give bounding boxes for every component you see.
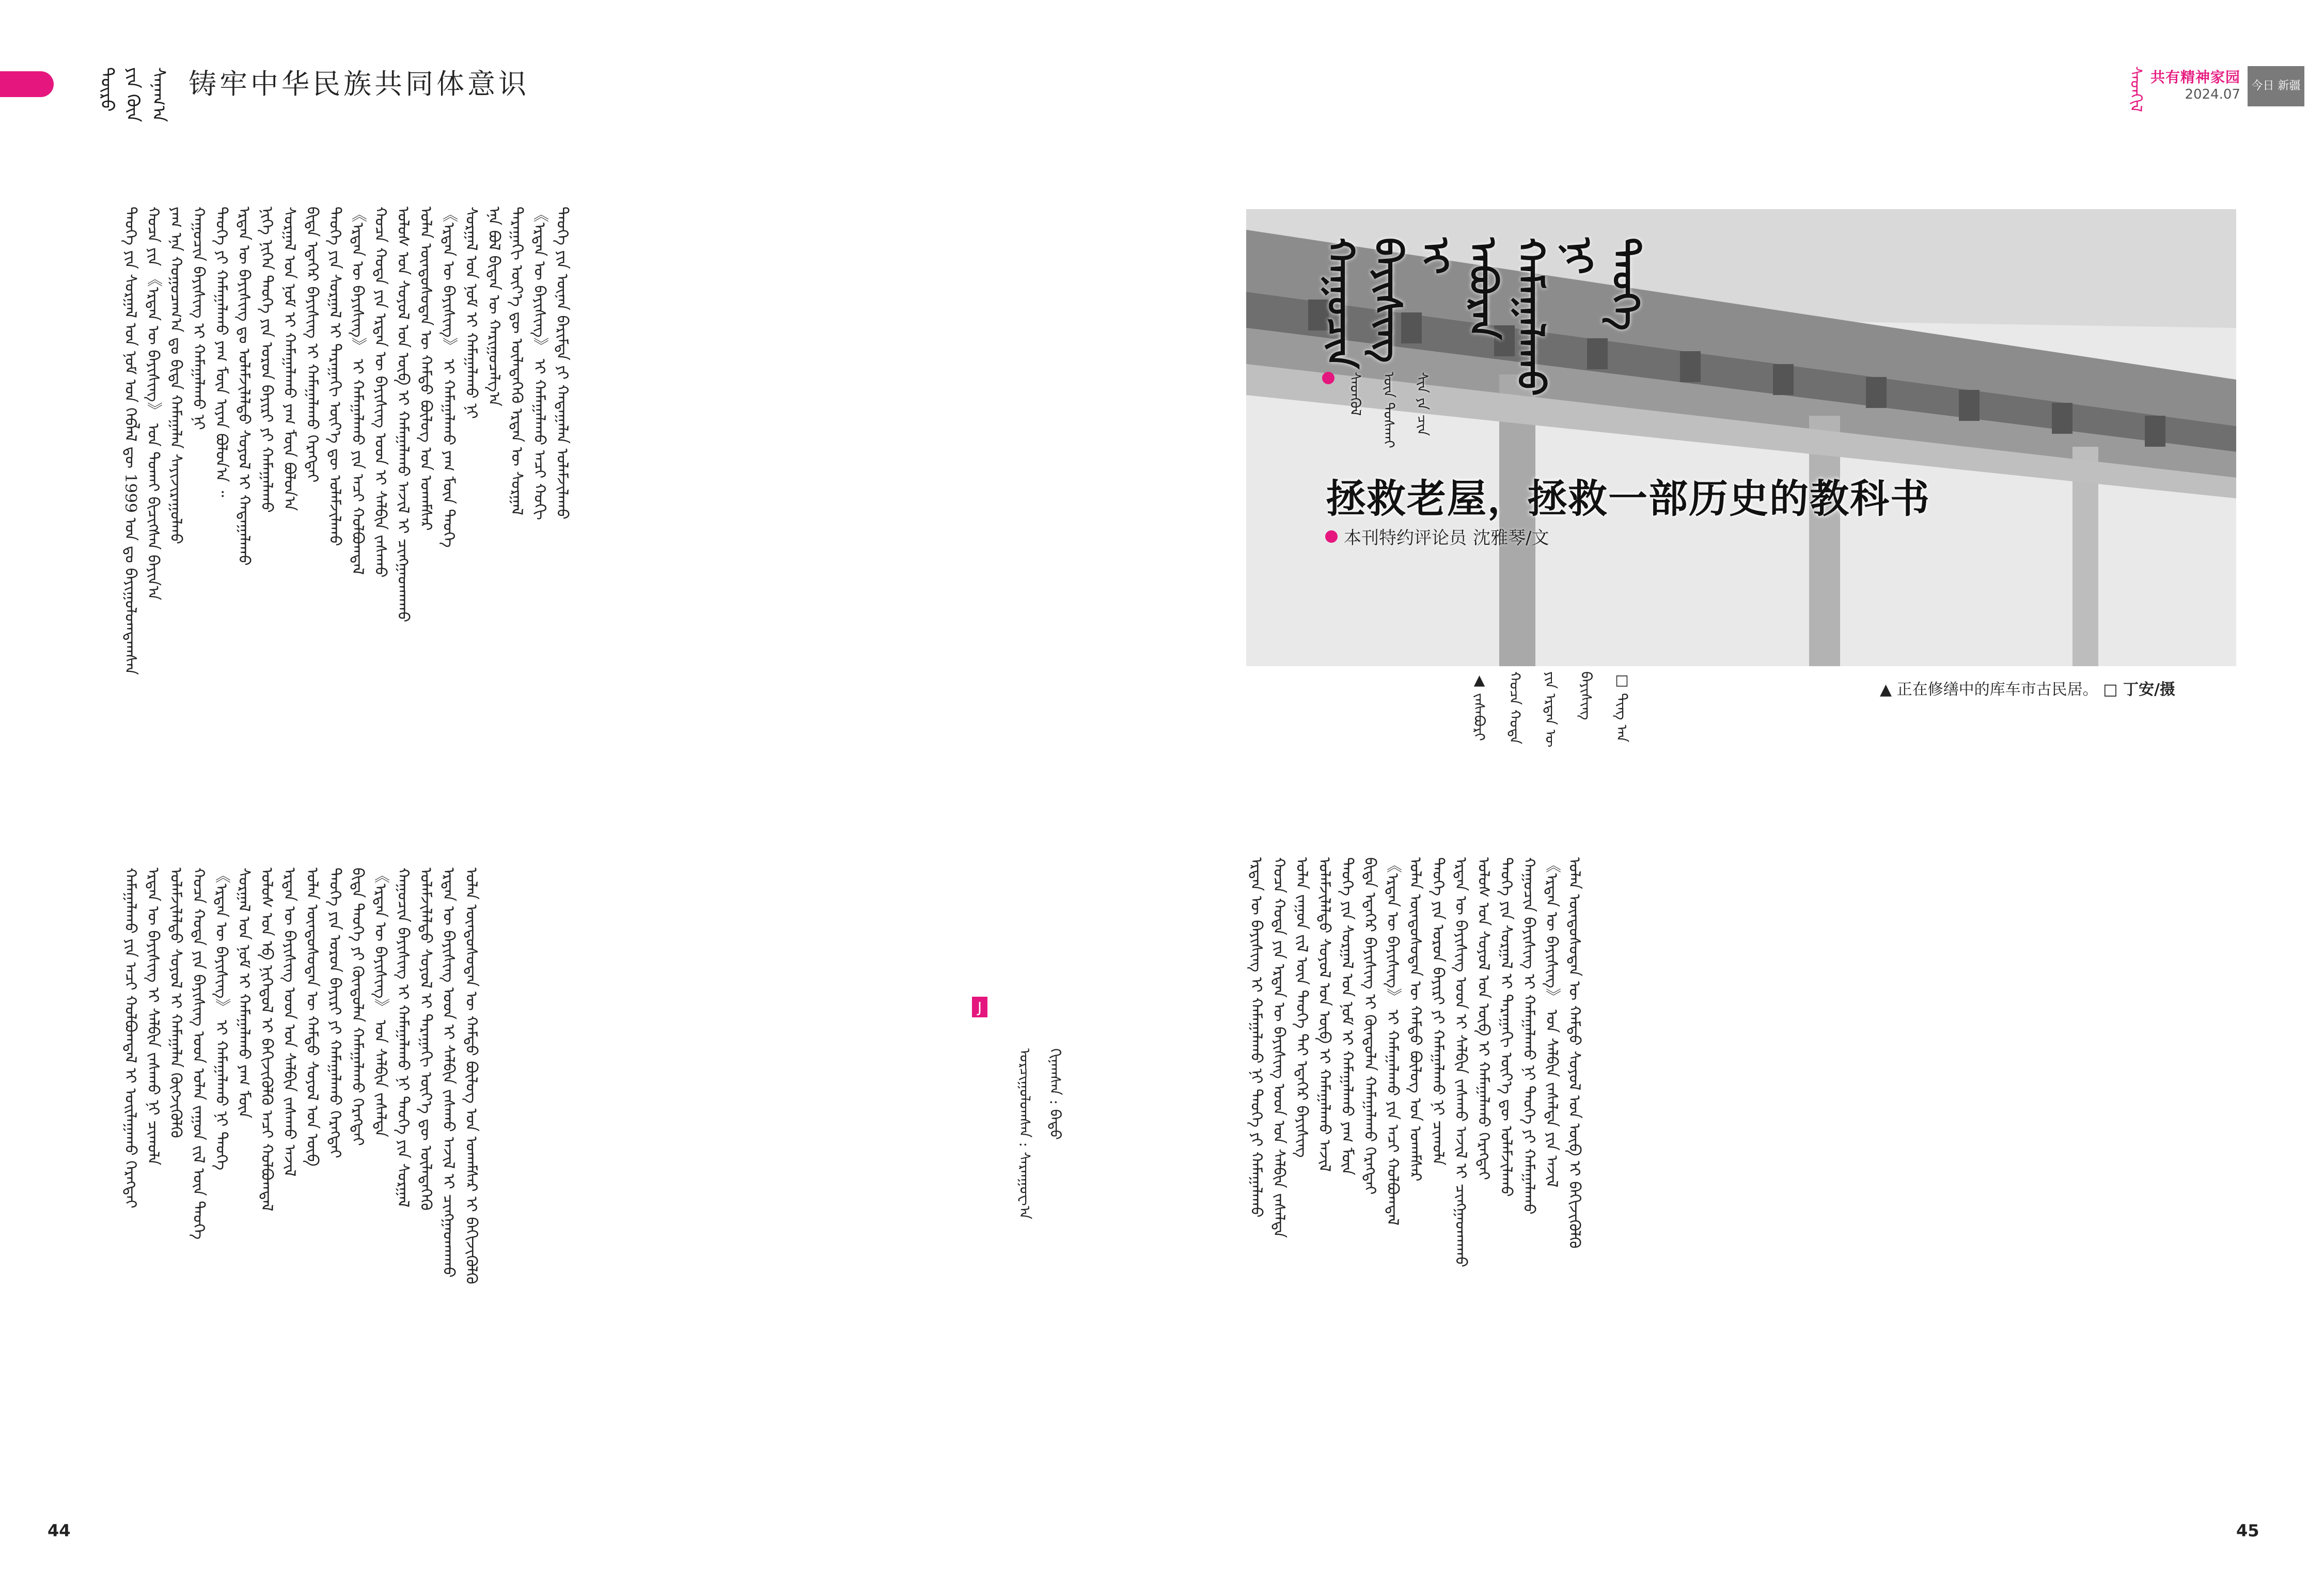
text-line: ᠲᠡᠦᠬᠡ ᠶᠢᠨ ᠤᠷᠤᠨ ᠪᠠᠶᠢᠷᠢ ᠶᠢ ᠬᠠᠮᠠᠭᠠᠯᠠᠬᠤ ᠨᠢ ᠴᠢᠬᠤᠯᠠ bbox=[1429, 857, 1447, 1166]
bullet-dot bbox=[1325, 530, 1338, 543]
text-line: ᠲᠡᠦᠬᠡ ᠶᠢᠨ ᠰᠤᠷᠭᠠᠯ ᠤᠨ ᠨᠣᠮ ᠤᠨ ᠬᠡᠪᠯᠡᠯ ᠳᠦ 1999 ᠣᠨ ᠳᠤ ᠪᠠᠶᠢᠭᠤᠯᠤᠭᠳᠠᠭᠰᠠᠨ bbox=[121, 207, 139, 675]
byline-mong-line: ᠰᠢᠨ ᠶᠠ ᠴᠢᠨ bbox=[1414, 372, 1431, 436]
page-number-right: 45 bbox=[2236, 1521, 2259, 1540]
title-mong-word: ᠲᠡᠦᠬᠡ bbox=[1604, 238, 1648, 331]
text-line: 《ᠡᠷᠲᠡᠨ ᠦ ᠪᠠᠶᠢᠰᠢᠩ》 ᠢ ᠬᠠᠮᠠᠭᠠᠯᠠᠬᠤ ᠠᠴᠢ ᠬᠤᠬᠢ bbox=[530, 207, 548, 520]
text-line: ᠣᠯᠠᠨ ᠦᠨᠳᠦᠰᠦᠲᠡᠨ ᠦ ᠬᠠᠮᠲᠤ ᠪᠦᠯᠦᠭ ᠤᠨ ᠤᠬᠠᠮᠰᠠᠷ ᠢ ᠪᠡᠬᠢᠵᠢᠭᠦᠯᠬᠦ bbox=[462, 868, 480, 1284]
text-line: ᠣᠯᠠᠨ ᠦᠨᠳᠦᠰᠦᠲᠡᠨ ᠦ ᠬᠠᠮᠲᠤ ᠪᠦᠯᠦᠭ ᠤᠨ ᠤᠬᠠᠮᠰᠠᠷ bbox=[417, 207, 435, 531]
byline-mong-line: ᠦᠨ ᠲᠤᠰᠬᠠᠢ bbox=[1380, 372, 1397, 448]
byline bbox=[1325, 524, 1549, 549]
end-mark-badge: J bbox=[972, 997, 987, 1017]
text-line: ᠡᠷᠲᠡᠨ ᠦ ᠪᠠᠶᠢᠰᠢᠩ ᠤᠳ ᠢ ᠰᠡᠯᠪᠢᠨ ᠵᠠᠰᠠᠬᠤ ᠠᠵᠢᠯ ᠢ ᠴᠢᠩᠭᠠᠳᠬᠠᠬᠤ bbox=[439, 868, 458, 1278]
text-line: ᠡᠷᠲᠡᠨ ᠦ ᠪᠠᠶᠢᠰᠢᠩ ᠤᠳ ᠢ ᠰᠡᠯᠪᠢᠨ ᠵᠠᠰᠠᠬᠤ ᠠᠵᠢᠯ ᠢ ᠴᠢᠩᠭᠠᠳᠬᠠᠬᠤ bbox=[1452, 857, 1470, 1267]
title-mong-word: ᠪᠠᠶᠢᠰᠢᠩ bbox=[1367, 238, 1410, 363]
issue-date: 2024.07 bbox=[2185, 87, 2240, 102]
text-line: ᠤᠯᠠᠮᠵᠢᠯᠠᠯᠲᠤ ᠰᠣᠶᠣᠯ ᠢ ᠬᠠᠮᠠᠭᠠᠯᠠᠨ ᠬᠥᠭᠵᠢᠭᠦᠯᠬᠦ bbox=[167, 868, 185, 1138]
text-line: ᠬᠠᠭᠤᠴᠢᠨ ᠪᠠᠶᠢᠰᠢᠩ ᠢ ᠬᠠᠮᠠᠭᠠᠯᠠᠬᠤ ᠨᠢ bbox=[190, 207, 208, 430]
text-line: ᠶᠠᠭ ᠡᠨᠡ ᠬᠤᠭᠤᠴᠠᠭ᠎ᠠ ᠳᠤ ᠪᠢᠳᠡ ᠬᠠᠮᠠᠭᠠᠯᠠᠨ ᠰᠠᠶᠢᠵᠢᠷᠠᠭᠤᠯᠬᠤ bbox=[167, 207, 185, 544]
text-line: ᠡᠷᠲᠡᠨ ᠦ ᠪᠠᠶᠢᠰᠢᠩ ᠢ ᠬᠠᠮᠠᠭᠠᠯᠠᠬᠤ ᠨᠢ ᠲᠡᠦᠬᠡ ᠶᠢ ᠬᠠᠮᠠᠭᠠᠯᠠᠬᠤ bbox=[1247, 857, 1265, 1218]
text-line: ᠤᠯᠤᠰ ᠤᠨ ᠰᠣᠶᠣᠯ ᠤᠨ ᠥᠪ ᠢ ᠬᠠᠮᠠᠭᠠᠯᠠᠬᠤ ᠠᠵᠢᠯ ᠢ ᠴᠢᠩᠭᠠᠳᠬᠠᠬᠤ bbox=[394, 207, 412, 622]
text-line: 《ᠡᠷᠲᠡᠨ ᠦ ᠪᠠᠶᠢᠰᠢᠩ》 ᠤᠨ ᠰᠡᠯᠪᠢᠨ ᠵᠠᠰᠠᠯᠲᠠ bbox=[371, 868, 389, 1138]
byline-name: 沈雅琴/文 bbox=[1473, 528, 1549, 548]
text-line: ᠡᠨᠡ ᠪᠣᠯ ᠪᠢᠳᠡᠨ ᠦ ᠬᠠᠷᠢᠭᠤᠴᠠᠯᠭ᠎ᠠ bbox=[485, 207, 503, 406]
text-line: ᠤᠯᠠᠮᠵᠢᠯᠠᠯᠲᠤ ᠰᠣᠶᠣᠯ ᠢ ᠳᠠᠷᠠᠭᠠᠬᠢ ᠦᠶ᠎ᠡ ᠳᠦ ᠦᠯᠡᠳᠡᠭᠡᠬᠦ bbox=[417, 868, 435, 1211]
page-number-left: 44 bbox=[48, 1521, 71, 1540]
text-line: 《ᠡᠷᠲᠡᠨ ᠦ ᠪᠠᠶᠢᠰᠢᠩ》 ᠢ ᠬᠠᠮᠠᠭᠠᠯᠠᠬᠤ ᠶᠠᠭ ᠮᠥᠨ ᠲᠡᠦᠬᠡ bbox=[439, 207, 458, 548]
text-line: ᠰᠤᠷᠭᠠᠯ ᠤᠨ ᠨᠣᠮ ᠢ ᠬᠠᠮᠠᠭᠠᠯᠠᠬᠤ ᠶᠠᠭ ᠮᠥᠨ bbox=[235, 868, 253, 1119]
title-mong-word: ᠬᠠᠭᠤᠴᠢᠨ bbox=[1319, 238, 1363, 369]
title-mong-word: ᠠᠪᠤᠷᠠᠨ bbox=[1462, 238, 1505, 340]
text-line: ᠡᠷᠲᠡᠨ ᠦ ᠪᠠᠶᠢᠰᠢᠩ ᠢ ᠰᠡᠯᠪᠢᠨ ᠵᠠᠰᠠᠬᠤ ᠨᠢ ᠴᠢᠬᠤᠯᠠ bbox=[144, 868, 162, 1166]
text-line: ᠬᠠᠭᠤᠴᠢᠨ ᠪᠠᠶᠢᠰᠢᠩ ᠢ ᠬᠠᠮᠠᠭᠠᠯᠠᠬᠤ ᠨᠢ ᠲᠡᠦᠬᠡ ᠶᠢᠨ ᠰᠤᠷᠭᠠᠯ bbox=[394, 868, 412, 1207]
text-line: ᠤᠯᠤᠰ ᠤᠨ ᠡᠪ ᠨᠢᠭᠡᠳᠦᠯ ᠢ ᠪᠡᠬᠢᠵᠢᠭᠦᠯᠬᠦ ᠠᠴᠢ ᠬᠣᠯᠪᠤᠭᠳᠠᠯ bbox=[258, 868, 276, 1212]
text-line: ᠲᠡᠦᠬᠡ ᠶᠢᠨ ᠦᠨᠡᠨ ᠪᠠᠷᠢᠮᠲᠠ ᠶᠢ ᠬᠠᠳᠠᠭᠠᠯᠠᠨ ᠤᠯᠠᠮᠵᠢᠯᠠᠬᠤ bbox=[553, 207, 571, 520]
photo-caption bbox=[1880, 677, 2175, 699]
text-line: ᠬᠠᠮᠠᠭᠠᠯᠠᠬᠤ ᠶᠢᠨ ᠠᠴᠢ ᠬᠣᠯᠪᠤᠭᠳᠠᠯ ᠢ ᠣᠢᠯᠠᠭᠠᠬᠤ ᠬᠡᠷᠡᠭᠲᠡᠢ bbox=[121, 868, 139, 1208]
section-title: 铸牢中华民族共同体意识 bbox=[189, 68, 529, 100]
section-mong-line: ᠲᠥᠷᠥ bbox=[97, 67, 117, 112]
text-line: ᠲᠡᠦᠬᠡ ᠶᠢᠨ ᠤᠷᠤᠨ ᠪᠠᠶᠢᠷᠢ ᠶᠢ ᠬᠠᠮᠠᠭᠠᠯᠠᠬᠤ ᠬᠡᠷᠡᠭᠲᠡᠢ bbox=[326, 868, 344, 1158]
column-mong-name: ᠰᠡᠳᠬᠢᠯ bbox=[2126, 66, 2145, 113]
section-mong-line: ᠰᠠᠨᠠᠭ᠎ᠠ bbox=[148, 67, 169, 122]
text-line: ᠤᠯᠠᠮᠵᠢᠯᠠᠯᠲᠤ ᠰᠣᠶᠣᠯ ᠤᠨ ᠥᠪ ᠢ ᠬᠠᠮᠠᠭᠠᠯᠠᠬᠤ ᠠᠵᠢᠯ bbox=[1315, 857, 1333, 1172]
text-line: ᠪᠢᠳᠡ ᠡᠳᠡᠭᠡᠷ ᠪᠠᠶᠢᠰᠢᠩ ᠢ ᠬᠦᠨᠳᠦᠯᠡᠨ ᠬᠠᠮᠠᠭᠠᠯᠠᠬᠤ ᠬᠡᠷᠡᠭᠲᠡᠢ bbox=[1361, 857, 1379, 1195]
caption-mong-line: ᠬᠤᠴᠠ ᠬᠣᠲᠠ bbox=[1506, 671, 1524, 745]
text-line: 《ᠡᠷᠲᠡᠨ ᠦ ᠪᠠᠶᠢᠰᠢᠩ》 ᠤᠨ ᠰᠡᠯᠪᠢᠨ ᠵᠠᠰᠠᠯᠲᠠ ᠶᠢᠨ ᠠᠵᠢᠯ bbox=[1543, 857, 1561, 1188]
text-line: ᠣᠯᠠᠨ ᠦᠨᠳᠦᠰᠦᠲᠡᠨ ᠦ ᠬᠠᠮᠲᠤ ᠰᠣᠶᠣᠯ ᠤᠨ ᠥᠪ ᠢ ᠪᠡᠬᠢᠵᠢᠭᠦᠯᠬᠦ bbox=[1565, 857, 1583, 1249]
text-line: 《ᠡᠷᠲᠡᠨ ᠦ ᠪᠠᠶᠢᠰᠢᠩ》 ᠢ ᠬᠠᠮᠠᠭᠠᠯᠠᠬᠤ ᠶᠢᠨ ᠠᠴᠢ ᠬᠣᠯᠪᠤᠭᠳᠠᠯ bbox=[1384, 857, 1402, 1226]
right-page-text bbox=[1245, 857, 1585, 1523]
byline-mong-line: ᠰᠡᠳᠬᠦᠯ bbox=[1347, 372, 1364, 416]
magazine-logo: 今日 新疆 bbox=[2248, 66, 2304, 106]
magazine-header bbox=[2126, 66, 2304, 113]
caption-credit: □ 丁安/摄 bbox=[2103, 681, 2175, 699]
left-page-top-text bbox=[119, 207, 573, 852]
photo-caption-mong bbox=[1467, 671, 1635, 747]
footnote bbox=[1012, 1048, 1068, 1317]
text-line: ᠲᠡᠦᠬᠡ ᠶᠢ ᠬᠠᠮᠠᠭᠠᠯᠠᠬᠤ ᠶᠠᠭ ᠮᠥᠨ ᠢᠶᠡᠨ ᠪᠣᠯᠤᠨ᠎ᠠ ᠃ bbox=[212, 207, 230, 497]
footnote-line: ᠣᠷᠴᠢᠭᠤᠯᠤᠭᠰᠠᠨ : ᠰᠠᠷᠠᠨᠭᠤᠸ᠎ᠠ bbox=[1016, 1048, 1033, 1219]
title-mong-word: ᠨᠢ bbox=[1557, 238, 1600, 275]
caption-text: ▲ 正在修缮中的库车市古民居。 bbox=[1880, 681, 2098, 699]
text-line: ᠣᠯᠠᠨ ᠦᠨᠳᠦᠰᠦᠲᠡᠨ ᠦ ᠬᠠᠮᠲᠤ ᠪᠦᠯᠦᠭ ᠤᠨ ᠤᠬᠠᠮᠰᠠᠷ bbox=[1406, 857, 1424, 1182]
text-line: ᠡᠷᠲᠡᠨ ᠦ ᠪᠠᠶᠢᠰᠢᠩ ᠳᠤ ᠤᠯᠠᠮᠵᠢᠯᠠᠯᠲᠤ ᠰᠣᠶᠣᠯ ᠢ ᠬᠠᠳᠠᠭᠠᠯᠠᠬᠤ bbox=[235, 207, 253, 566]
caption-mong-line: ▲ ᠵᠠᠰᠠᠪᠤᠷᠢ bbox=[1471, 671, 1488, 741]
text-line: ᠰᠤᠷᠭᠠᠯ ᠤᠨ ᠨᠣᠮ ᠢ ᠬᠠᠮᠠᠭᠠᠯᠠᠬᠤ ᠨᠢ bbox=[462, 207, 480, 419]
left-page-bottom-text bbox=[119, 868, 482, 1518]
caption-mong-line: □ ᠳᠢᠩ ᠠᠨ bbox=[1613, 671, 1630, 743]
column-info bbox=[2150, 66, 2240, 102]
bullet-dot bbox=[1322, 372, 1334, 384]
text-line: ᠬᠠᠭᠤᠴᠢᠨ ᠪᠠᠶᠢᠰᠢᠩ ᠢ ᠬᠠᠮᠠᠭᠠᠯᠠᠬᠤ ᠨᠢ ᠲᠡᠦᠬᠡ ᠶᠢ ᠬᠠᠮᠠᠭᠠᠯᠠᠬᠤ bbox=[1520, 857, 1538, 1215]
text-line: ᠣᠯᠠᠨ ᠵᠠᠭᠤᠨ ᠵᠢᠯ ᠦᠨ ᠲᠡᠦᠬᠡ ᠲᠠᠢ ᠡᠳᠡᠭᠡᠷ ᠪᠠᠶᠢᠰᠢᠩ bbox=[1293, 857, 1311, 1158]
text-line: ᠣᠯᠠᠨ ᠦᠨᠳᠦᠰᠦᠲᠡᠨ ᠦ ᠬᠠᠮᠲᠤ ᠰᠣᠶᠣᠯ ᠤᠨ ᠥᠪ bbox=[303, 868, 321, 1167]
text-line: ᠰᠤᠷᠭᠠᠯ ᠤᠨ ᠨᠣᠮ ᠢ ᠬᠠᠮᠠᠭᠠᠯᠠᠬᠤ ᠶᠠᠭ ᠮᠥᠨ ᠪᠣᠯᠤᠨ᠎ᠠ bbox=[280, 207, 299, 511]
caption-mong-line: ᠶᠢᠨ ᠡᠷᠲᠡᠨ ᠦ bbox=[1542, 671, 1559, 748]
text-line: 《ᠡᠷᠲᠡᠨ ᠦ ᠪᠠᠶᠢᠰᠢᠩ》 ᠢ ᠬᠠᠮᠠᠭᠠᠯᠠᠬᠤ ᠨᠢ ᠲᠡᠦᠬᠡ bbox=[212, 868, 230, 1171]
text-line: ᠲᠡᠦᠬᠡ ᠶᠢᠨ ᠰᠤᠷᠭᠠᠯ ᠤᠨ ᠨᠣᠮ ᠢ ᠬᠠᠮᠠᠭᠠᠯᠠᠬᠤ ᠶᠠᠭ ᠮᠥᠨ bbox=[1338, 857, 1356, 1175]
article-title: 拯救老屋，拯救一部历史的教科书 bbox=[1326, 476, 1930, 522]
caption-mong-line: ᠪᠠᠶᠢᠰᠢᠩ bbox=[1578, 671, 1595, 720]
text-line: ᠨᠢᠭᠡ ᠨᠢᠭᠡᠨ ᠲᠡᠦᠬᠡ ᠶᠢᠨ ᠤᠷᠤᠨ ᠪᠠᠶᠢᠷᠢ ᠶᠢ ᠬᠠᠮᠠᠭᠠᠯᠠᠬᠤ bbox=[258, 207, 276, 513]
text-line: ᠳᠠᠷᠠᠭᠠᠬᠢ ᠦᠶ᠎ᠡ ᠳᠦ ᠦᠯᠡᠳᠡᠭᠡᠬᠦ ᠡᠷᠲᠡᠨ ᠦ ᠰᠤᠷᠭᠠᠯ bbox=[508, 207, 526, 515]
byline-mong bbox=[1322, 372, 1435, 448]
text-line: ᠲᠡᠦᠬᠡ ᠶᠢᠨ ᠰᠤᠷᠭᠠᠯ ᠢ ᠳᠠᠷᠠᠭᠠᠬᠢ ᠦᠶ᠎ᠡ ᠳᠦ ᠤᠯᠠᠮᠵᠢᠯᠠᠬᠤ bbox=[326, 207, 344, 546]
text-line: ᠪᠢᠳᠡ ᠲᠡᠦᠬᠡ ᠶᠢ ᠬᠦᠨᠳᠦᠯᠡᠨ ᠬᠠᠮᠠᠭᠠᠯᠠᠬᠤ ᠬᠡᠷᠡᠭᠲᠡᠢ bbox=[349, 868, 367, 1146]
column-title: 共有精神家园 bbox=[2150, 69, 2240, 86]
section-tab bbox=[0, 71, 54, 97]
byline-role: 本刊特约评论员 bbox=[1344, 528, 1467, 548]
text-line: ᠬᠤᠴᠠ ᠬᠣᠲᠠ ᠶᠢᠨ ᠪᠠᠶᠢᠰᠢᠩ ᠤᠳ ᠣᠯᠠᠨ ᠵᠠᠭᠤᠨ ᠵᠢᠯ ᠦᠨ ᠲᠡᠦᠬᠡ bbox=[190, 868, 208, 1240]
text-line: ᠲᠡᠦᠬᠡ ᠶᠢᠨ ᠰᠤᠷᠭᠠᠯ ᠢ ᠳᠠᠷᠠᠭᠠᠬᠢ ᠦᠶ᠎ᠡ ᠳᠦ ᠤᠯᠠᠮᠵᠢᠯᠠᠬᠤ bbox=[1497, 857, 1515, 1197]
title-mong-word: ᠢ bbox=[1414, 238, 1458, 275]
text-line: ᠬᠤᠴᠠ ᠬᠣᠲᠠ ᠶᠢᠨ ᠡᠷᠲᠡᠨ ᠦ ᠪᠠᠶᠢᠰᠢᠩ ᠤᠳ ᠤᠨ ᠰᠡᠯᠪᠢᠨ ᠵᠠᠰᠠᠯᠲᠠ bbox=[1270, 857, 1288, 1238]
section-mong-line: ᠶᠢᠨ ᠭᠦᠨ bbox=[122, 67, 143, 122]
text-line: 《ᠡᠷᠲᠡᠨ ᠦ ᠪᠠᠶᠢᠰᠢᠩ》 ᠢ ᠬᠠᠮᠠᠭᠠᠯᠠᠬᠤ ᠶᠢᠨ ᠠᠴᠢ ᠬᠣᠯᠪᠤᠭᠳᠠᠯ bbox=[349, 207, 367, 575]
footnote-line: ᠬᠢᠨᠠᠭᠰᠠᠨ : ᠪᠠᠲᠤ bbox=[1047, 1048, 1064, 1140]
title-mong-word: ᠬᠠᠮᠠᠭᠠᠯᠠᠬᠤ bbox=[1509, 238, 1553, 396]
text-line: ᠬᠤᠴᠠ ᠬᠣᠲᠠ ᠶᠢᠨ ᠡᠷᠲᠡᠨ ᠦ ᠪᠠᠶᠢᠰᠢᠩ ᠤᠳ ᠢ ᠰᠡᠯᠪᠢᠨ ᠵᠠᠰᠠᠬᠤ bbox=[371, 207, 389, 578]
text-line: ᠤᠯᠤᠰ ᠤᠨ ᠰᠣᠶᠣᠯ ᠤᠨ ᠥᠪ ᠢ ᠬᠠᠮᠠᠭᠠᠯᠠᠬᠤ ᠬᠡᠷᠡᠭᠲᠡᠢ bbox=[1474, 857, 1493, 1181]
text-line: ᠪᠢᠳᠡ ᠡᠳᠡᠭᠡᠷ ᠪᠠᠶᠢᠰᠢᠩ ᠢ ᠬᠠᠮᠠᠭᠠᠯᠠᠬᠤ ᠬᠡᠷᠡᠭᠲᠡᠢ bbox=[303, 207, 321, 483]
section-mong-heading bbox=[98, 67, 167, 139]
text-line: ᠡᠷᠲᠡᠨ ᠦ ᠪᠠᠶᠢᠰᠢᠩ ᠤᠳ ᠤᠨ ᠰᠡᠯᠪᠢᠨ ᠵᠠᠰᠠᠬᠤ ᠠᠵᠢᠯ bbox=[280, 868, 299, 1177]
text-line: ᠬᠤᠴᠠ ᠶᠢᠨ 《ᠡᠷᠲᠡᠨ ᠦ ᠪᠠᠶᠢᠰᠢᠩ》 ᠤᠨ ᠲᠤᠬᠠᠢ ᠪᠢᠴᠢᠭᠰᠡᠨ ᠪᠠᠶᠢᠨ᠎ᠠ bbox=[144, 207, 162, 601]
